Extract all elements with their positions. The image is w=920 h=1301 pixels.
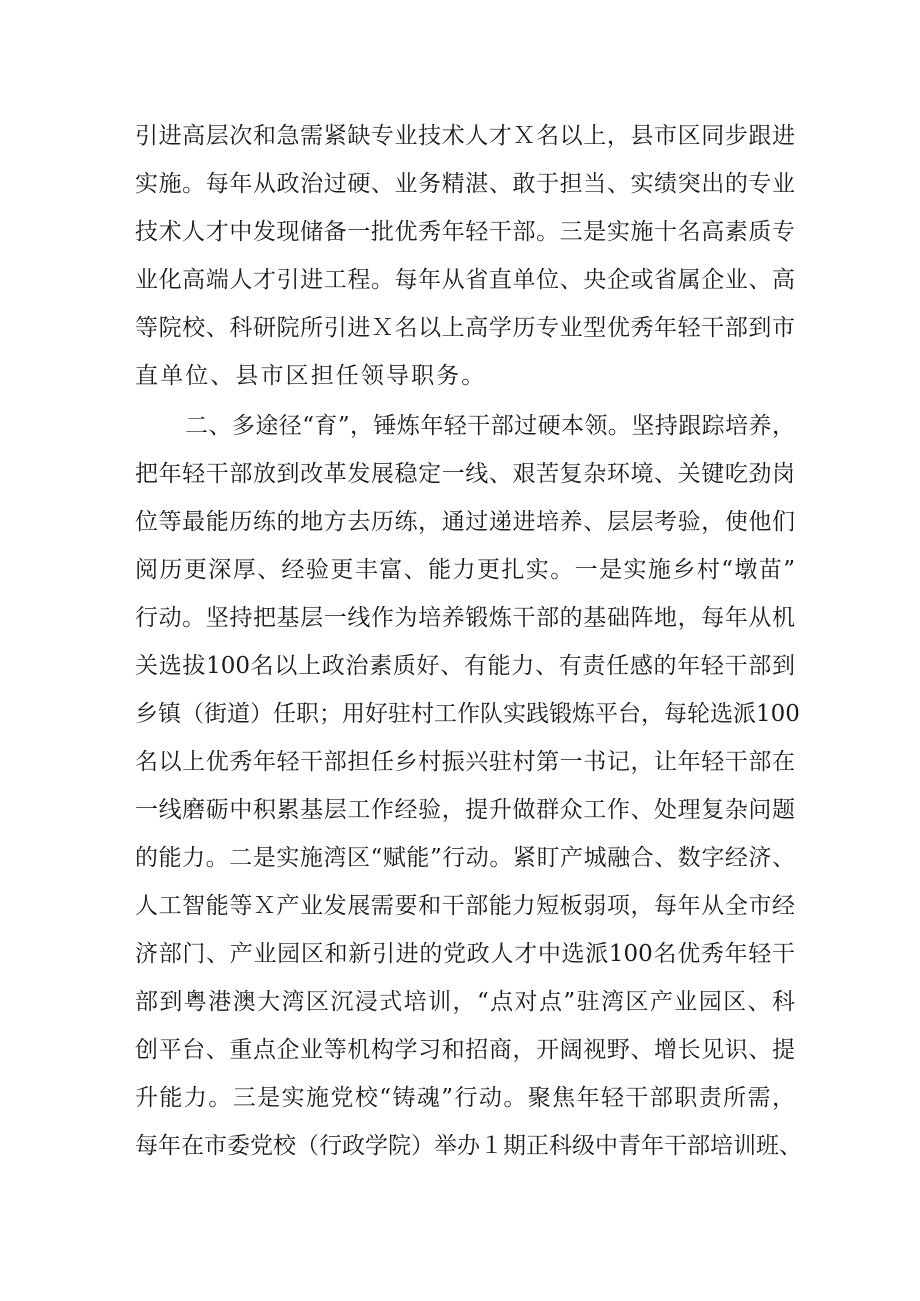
text-line: 行动。坚持把基层一线作为培养锻炼干部的基础阵地，每年从机 <box>135 605 795 631</box>
text-line: 升能力。三是实施党校“铸魂”行动。聚焦年轻干部职责所需， <box>135 1085 795 1111</box>
text-line: 阅历更深厚、经验更丰富、能力更扎实。一是实施乡村“墩苗” <box>135 557 795 583</box>
text-line: 的能力。二是实施湾区“赋能”行动。紧盯产城融合、数字经济、 <box>135 845 795 871</box>
text-line: 位等最能历练的地方去历练，通过递进培养、层层考验，使他们 <box>135 509 795 535</box>
text-line: 每年在市委党校（行政学院）举办１期正科级中青年干部培训班、 <box>135 1133 802 1159</box>
text-line: 部到粤港澳大湾区沉浸式培训，“点对点”驻湾区产业园区、科 <box>135 989 795 1015</box>
text-line: 乡镇（街道）任职；用好驻村工作队实践锻炼平台，每轮选派100 <box>135 701 800 727</box>
paragraph-last-line: 直单位、县市区担任领导职务。 <box>135 363 487 389</box>
text-line: 关选拔100名以上政治素质好、有能力、有责任感的年轻干部到 <box>135 653 795 679</box>
text-line: 人工智能等Ｘ产业发展需要和干部能力短板弱项，每年从全市经 <box>135 893 795 919</box>
text-line: 济部门、产业园区和新引进的党政人才中选派100名优秀年轻干 <box>135 941 795 967</box>
text-line: 等院校、科研院所引进Ｘ名以上高学历专业型优秀年轻干部到市 <box>135 315 795 341</box>
text-line: 技术人才中发现储备一批优秀年轻干部。三是实施十名高素质专 <box>135 219 795 245</box>
text-line: 把年轻干部放到改革发展稳定一线、艰苦复杂环境、关键吃劲岗 <box>135 461 795 487</box>
paragraph-heading-line: 二、多途径“育”，锤炼年轻干部过硬本领。坚持跟踪培养， <box>185 413 795 439</box>
text-line: 创平台、重点企业等机构学习和招商，开阔视野、增长见识、提 <box>135 1037 795 1063</box>
text-line: 引进高层次和急需紧缺专业技术人才Ｘ名以上，县市区同步跟进 <box>135 123 795 149</box>
text-line: 实施。每年从政治过硬、业务精湛、敢于担当、实绩突出的专业 <box>135 171 795 197</box>
text-line: 一线磨砺中积累基层工作经验，提升做群众工作、处理复杂问题 <box>135 797 795 823</box>
text-line: 业化高端人才引进工程。每年从省直单位、央企或省属企业、高 <box>135 267 795 293</box>
text-line: 名以上优秀年轻干部担任乡村振兴驻村第一书记，让年轻干部在 <box>135 749 795 775</box>
